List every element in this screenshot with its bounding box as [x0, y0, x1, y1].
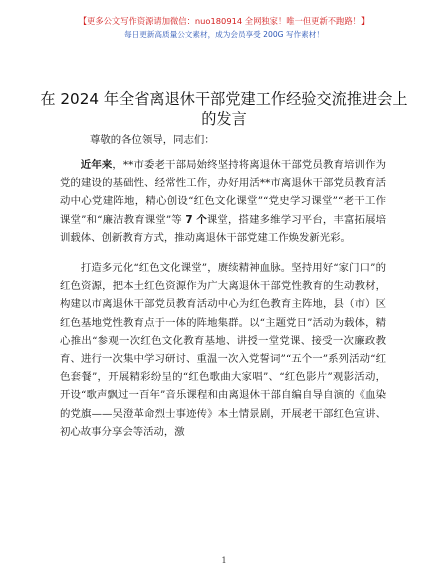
- document-title: 在 2024 年全省离退休干部党建工作经验交流推进会上的发言: [40, 90, 408, 128]
- paragraph-1-count: 7 个: [185, 213, 207, 226]
- greeting: 尊敬的各位领导，同志们：: [90, 134, 215, 146]
- paragraph-1: [60, 156, 386, 247]
- paragraph-1-tail: 课堂，搭建多维学习平台，丰富拓展培训载体、创新教育方式，推动离退休干部党建工作焕发新光彩。: [60, 213, 387, 244]
- paragraph-1-text: ，**市委老干部局始终坚持将离退休干部党员教育培训作为党的建设的基础性、经常性工作，办好用活**市离退休干部党员教育活动中心党建阵地，精心创设“红色文化课堂”“党史学习课堂”“老干工作课堂”和“廉洁教育课堂”等: [60, 159, 387, 226]
- banner-promo-line: 【更多公文写作资源请加微信：nuo180914 全网独家！唯一但更新不跑路！】: [78, 16, 370, 26]
- document-body: [60, 156, 386, 453]
- page-number: 1: [221, 556, 227, 565]
- paragraph-1-lead: 近年来: [80, 159, 113, 171]
- paragraph-2: 打造多元化“红色文化课堂”，赓续精神血脉。坚持用好“家门口”的红色资源，把本土红色资源作为广大离退休干部党性教育的生动教材，构建以市离退休干部党员教育活动中心为红色教育主阵地，县（市）区红色基地党性教育点于一体的阵地集群。以“主题党日”活动为载体，精心推出“参观一次红色文化教育基地、讲授一堂党课、接受一次廉政教育、进行一次集中学习研讨、重温一次入党誓词”“五个一”系列活动“红色套餐”，开展精彩纷呈的“红色歌曲大家唱”、“红色影片”观影活动，开设“歌声飘过一百年”音乐课程和由离退休干部自编自导自演的《血染的党旗——吴澄革命烈士事迹传》本土情景剧，开展老干部红色宣讲、初心故事分享会等活动，激: [60, 262, 386, 438]
- banner-member-line: 每日更新高质量公文素材，成为会员享受 200G 写作素材！: [124, 30, 324, 39]
- header-banner: [0, 16, 448, 40]
